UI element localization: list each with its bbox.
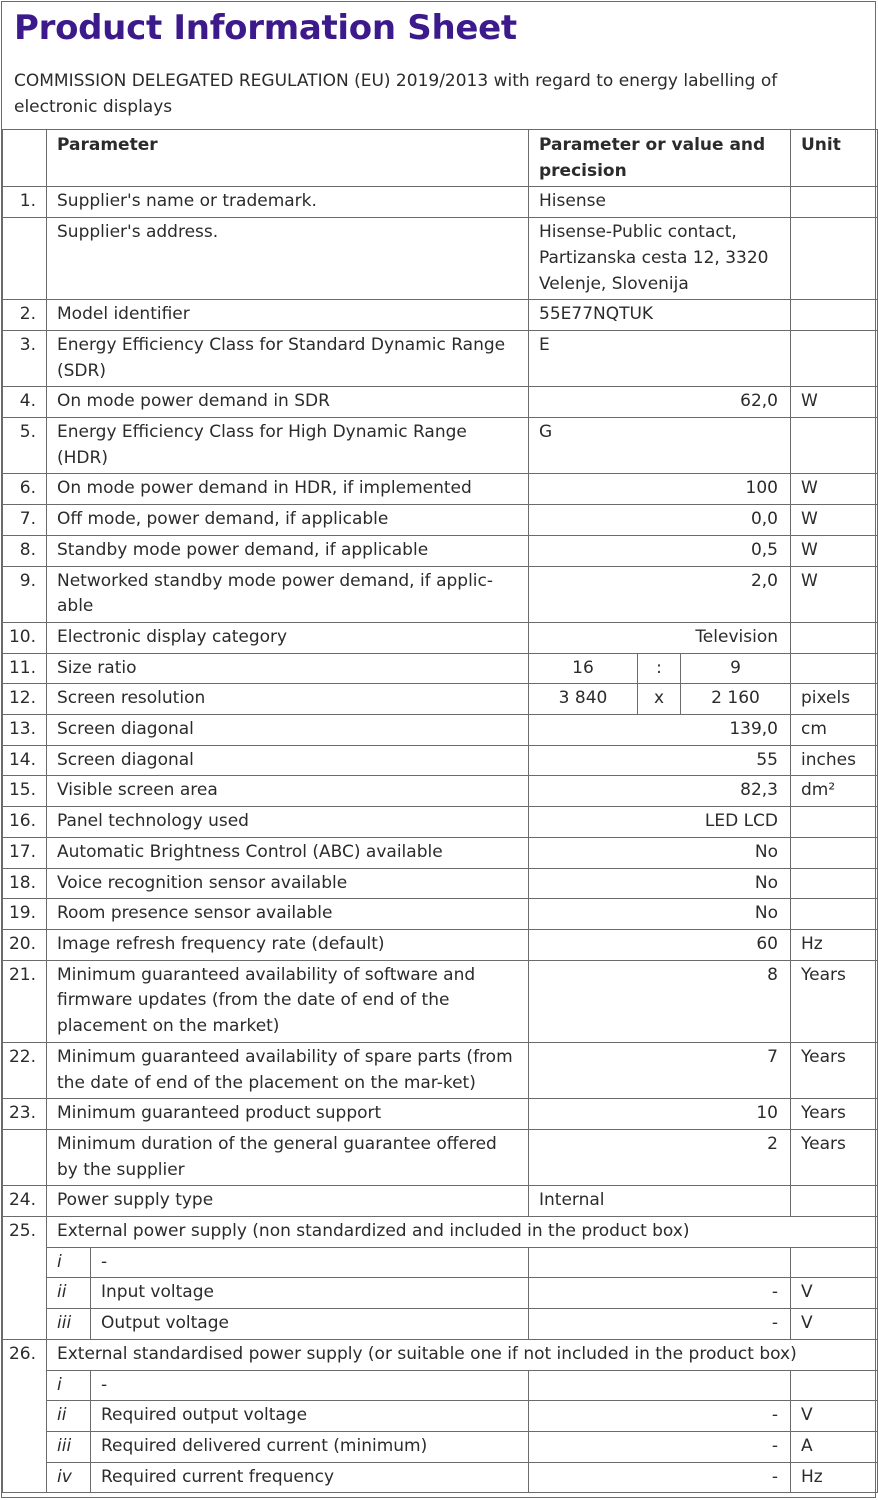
row-number: 18. [3,868,47,899]
row-number: 14. [3,745,47,776]
row-unit [791,1186,878,1217]
table-row [3,1217,878,1248]
table-row [3,535,878,566]
sub-row-unit: A [791,1431,878,1462]
row-parameter: On mode power demand in HDR, if implemented [47,474,529,505]
row-value: G [529,418,791,474]
row-unit [791,807,878,838]
row-value: No [529,899,791,930]
product-information-sheet [1,1,876,1498]
row-value: 82,3 [529,776,791,807]
sub-row-unit: Hz [791,1462,878,1493]
table-row [3,776,878,807]
sub-row-index: iii [47,1309,91,1340]
sub-row-label: Required current frequency [91,1462,529,1493]
row-value: Hisense-Public contact, Partizanska cesta 12, 3320 Velenje, Slovenija [529,218,791,300]
sub-row-value: - [529,1462,791,1493]
table-row [3,300,878,331]
table-row [3,1339,878,1370]
row-number: 3. [3,330,47,386]
table-row [3,330,878,386]
sub-row [3,1278,878,1309]
row-value: 8 [529,960,791,1042]
row-value: 60 [529,929,791,960]
table-row [3,387,878,418]
row-unit: W [791,387,878,418]
row-value: 0,5 [529,535,791,566]
header-value: Parameter or value and precision [529,130,791,187]
sub-row-value: - [529,1401,791,1432]
sub-row-label: Required delivered current (minimum) [91,1431,529,1462]
table-row [3,1042,878,1098]
table-row [3,566,878,622]
row-parameter: Off mode, power demand, if applicable [47,505,529,536]
page-title: Product Information Sheet [14,8,517,48]
table-row [3,684,878,715]
row-number: 15. [3,776,47,807]
row-unit: Years [791,1129,878,1185]
row-value: 2 [529,1129,791,1185]
row-value: LED LCD [529,807,791,838]
regulation-subtitle: COMMISSION DELEGATED REGULATION (EU) 2019/2013 with regard to energy labelling of electronic displays [14,71,778,117]
row-number: 7. [3,505,47,536]
row-number: 2. [3,300,47,331]
row-unit [791,218,878,300]
table-row [3,899,878,930]
row-parameter: Screen resolution [47,684,529,715]
table-row [3,868,878,899]
sub-row-label: Required output voltage [91,1401,529,1432]
row-number: 12. [3,684,47,715]
row-parameter: Supplier's address. [47,218,529,300]
row-unit [791,418,878,474]
sub-row-unit [791,1247,878,1278]
row-number: 17. [3,837,47,868]
row-value-separator: : [638,653,681,684]
row-parameter: Room presence sensor available [47,899,529,930]
row-unit: pixels [791,684,878,715]
table-row [3,837,878,868]
row-unit [791,837,878,868]
table-row [3,929,878,960]
row-value: No [529,868,791,899]
header-parameter: Parameter [47,130,529,187]
row-parameter: Energy Efficiency Class for High Dynamic Range (HDR) [47,418,529,474]
row-parameter: Image refresh frequency rate (default) [47,929,529,960]
row-value: 100 [529,474,791,505]
row-number: 5. [3,418,47,474]
row-parameter: Electronic display category [47,622,529,653]
sub-row-label: - [91,1247,529,1278]
row-number: 13. [3,715,47,746]
row-parameter: Supplier's name or trademark. [47,187,529,218]
row-parameter: Networked standby mode power demand, if applic-able [47,566,529,622]
sub-row [3,1309,878,1340]
row-unit [791,330,878,386]
sub-row [3,1431,878,1462]
sub-row-index: i [47,1370,91,1401]
header-number [3,130,47,187]
sub-row [3,1247,878,1278]
row-value: 2,0 [529,566,791,622]
row-number: 23. [3,1099,47,1130]
sub-row-value: - [529,1431,791,1462]
row-value: 10 [529,1099,791,1130]
row-unit [791,187,878,218]
sub-row-value: - [529,1278,791,1309]
table-row [3,1099,878,1130]
row-unit: W [791,566,878,622]
row-unit: inches [791,745,878,776]
supply-section-title: External power supply (non standardized and included in the product box) [47,1217,878,1248]
table-row [3,715,878,746]
row-number: 22. [3,1042,47,1098]
row-value: No [529,837,791,868]
header-unit: Unit [791,130,878,187]
sub-row-unit: V [791,1278,878,1309]
row-parameter: Screen diagonal [47,715,529,746]
sub-row-index: i [47,1247,91,1278]
table-row [3,187,878,218]
sub-row-value [529,1247,791,1278]
row-number: 11. [3,653,47,684]
row-value: 55 [529,745,791,776]
table-row [3,418,878,474]
table-row [3,807,878,838]
row-parameter: Voice recognition sensor available [47,868,529,899]
sub-row-unit: V [791,1309,878,1340]
sub-row-index: iii [47,1431,91,1462]
row-number: 21. [3,960,47,1042]
row-parameter: On mode power demand in SDR [47,387,529,418]
row-unit: W [791,505,878,536]
row-value: Television [529,622,791,653]
table-row [3,745,878,776]
row-number: 24. [3,1186,47,1217]
row-value: Internal [529,1186,791,1217]
sub-row-value [529,1370,791,1401]
row-unit: Years [791,1099,878,1130]
row-parameter: Minimum guaranteed availability of spare parts (from the date of end of the placement on the mar-ket) [47,1042,529,1098]
row-parameter: Panel technology used [47,807,529,838]
row-number [3,218,47,300]
row-parameter: Visible screen area [47,776,529,807]
table-row [3,474,878,505]
sub-row [3,1462,878,1493]
sub-row-value: - [529,1309,791,1340]
row-value: 55E77NQTUK [529,300,791,331]
row-unit: W [791,474,878,505]
sub-row-label: - [91,1370,529,1401]
row-parameter: Model identifier [47,300,529,331]
row-number: 19. [3,899,47,930]
row-parameter: Energy Efficiency Class for Standard Dynamic Range (SDR) [47,330,529,386]
row-parameter: Power supply type [47,1186,529,1217]
row-unit [791,300,878,331]
table-row [3,1129,878,1185]
row-parameter: Size ratio [47,653,529,684]
sub-row-label: Input voltage [91,1278,529,1309]
row-number: 1. [3,187,47,218]
row-value: 7 [529,1042,791,1098]
sub-row-label: Output voltage [91,1309,529,1340]
sub-row-unit: V [791,1401,878,1432]
sub-row-index: ii [47,1278,91,1309]
row-number: 8. [3,535,47,566]
parameter-rows [3,187,878,1493]
row-value: E [529,330,791,386]
row-parameter: Minimum guaranteed availability of software and firmware updates (from the date of end of the placement on the market) [47,960,529,1042]
row-parameter: Minimum guaranteed product support [47,1099,529,1130]
row-value-a: 3 840 [529,684,638,715]
table-row [3,1186,878,1217]
sub-row-index: ii [47,1401,91,1432]
parameter-table [2,129,878,1493]
sub-row-index: iv [47,1462,91,1493]
row-unit [791,622,878,653]
row-unit [791,868,878,899]
row-number: 4. [3,387,47,418]
row-parameter: Automatic Brightness Control (ABC) available [47,837,529,868]
table-row [3,218,878,300]
row-number: 20. [3,929,47,960]
table-row [3,505,878,536]
row-number: 9. [3,566,47,622]
row-unit: Years [791,960,878,1042]
parameter-table-wrapper [2,129,877,1493]
row-number: 25. [3,1217,47,1340]
sub-row-unit [791,1370,878,1401]
row-unit [791,899,878,930]
row-number: 26. [3,1339,47,1493]
row-unit [791,653,878,684]
row-number: 6. [3,474,47,505]
table-row [3,653,878,684]
row-value-b: 2 160 [681,684,791,715]
table-row [3,622,878,653]
sub-row [3,1401,878,1432]
row-value-a: 16 [529,653,638,684]
row-value-b: 9 [681,653,791,684]
sub-row [3,1370,878,1401]
row-number: 16. [3,807,47,838]
row-value: 139,0 [529,715,791,746]
row-parameter: Standby mode power demand, if applicable [47,535,529,566]
row-parameter: Minimum duration of the general guarantee offered by the supplier [47,1129,529,1185]
row-number [3,1129,47,1185]
row-unit: cm [791,715,878,746]
row-unit: Years [791,1042,878,1098]
supply-section-title: External standardised power supply (or suitable one if not included in the product box) [47,1339,878,1370]
row-parameter: Screen diagonal [47,745,529,776]
row-value: 0,0 [529,505,791,536]
row-value-separator: x [638,684,681,715]
row-value: Hisense [529,187,791,218]
row-unit: Hz [791,929,878,960]
row-unit: W [791,535,878,566]
row-number: 10. [3,622,47,653]
row-value: 62,0 [529,387,791,418]
row-unit: dm² [791,776,878,807]
table-row [3,960,878,1042]
